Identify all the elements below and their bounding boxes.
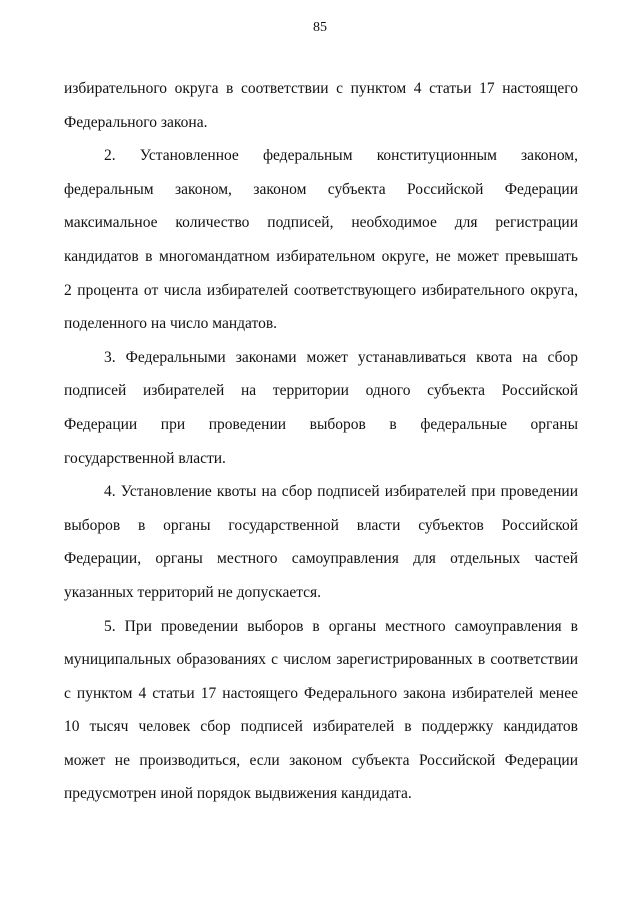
text-line: указанных территорий не допускается. (64, 583, 322, 601)
text-line: максимальное количество подписей, необходимое для регистрации (64, 214, 578, 232)
page-number: 85 (313, 20, 327, 35)
text-line: 2. Установленное федеральным конституционным законом, (104, 147, 578, 165)
text-line: 3. Федеральными законами может устанавливаться квота на сбор (104, 348, 578, 366)
document-body (64, 72, 578, 811)
text-line: Федерального закона. (64, 113, 208, 131)
text-line: федеральным законом, законом субъекта Российской Федерации (64, 180, 578, 198)
text-line: может не производиться, если законом субъекта Российской Федерации (64, 751, 578, 769)
text-line: поделенного на число мандатов. (64, 315, 278, 333)
text-line: 5. При проведении выборов в органы местного самоуправления в (104, 617, 578, 635)
text-line: 4. Установление квоты на сбор подписей избирателей при проведении (104, 483, 578, 501)
text-line: Федерации при проведении выборов в федеральные органы (64, 415, 578, 433)
text-line: с пунктом 4 статьи 17 настоящего Федерального закона избирателей менее (64, 684, 578, 702)
text-line: избирательного округа в соответствии с пунктом 4 статьи 17 настоящего (64, 80, 578, 97)
text-line: муниципальных образованиях с числом зарегистрированных в соответствии (64, 651, 578, 669)
text-line: 10 тысяч человек сбор подписей избирателей в поддержку кандидатов (64, 718, 578, 736)
text-line: 2 процента от числа избирателей соответствующего избирательного округа, (64, 281, 578, 299)
text-line: подписей избирателей на территории одного субъекта Российской (64, 382, 578, 400)
text-line: предусмотрен иной порядок выдвижения кандидата. (64, 785, 412, 803)
text-line: выборов в органы государственной власти субъектов Российской (64, 516, 578, 534)
text-line: государственной власти. (64, 449, 226, 467)
text-line: кандидатов в многомандатном избирательном округе, не может превышать (64, 247, 578, 265)
text-line: Федерации, органы местного самоуправления для отдельных частей (64, 550, 578, 568)
